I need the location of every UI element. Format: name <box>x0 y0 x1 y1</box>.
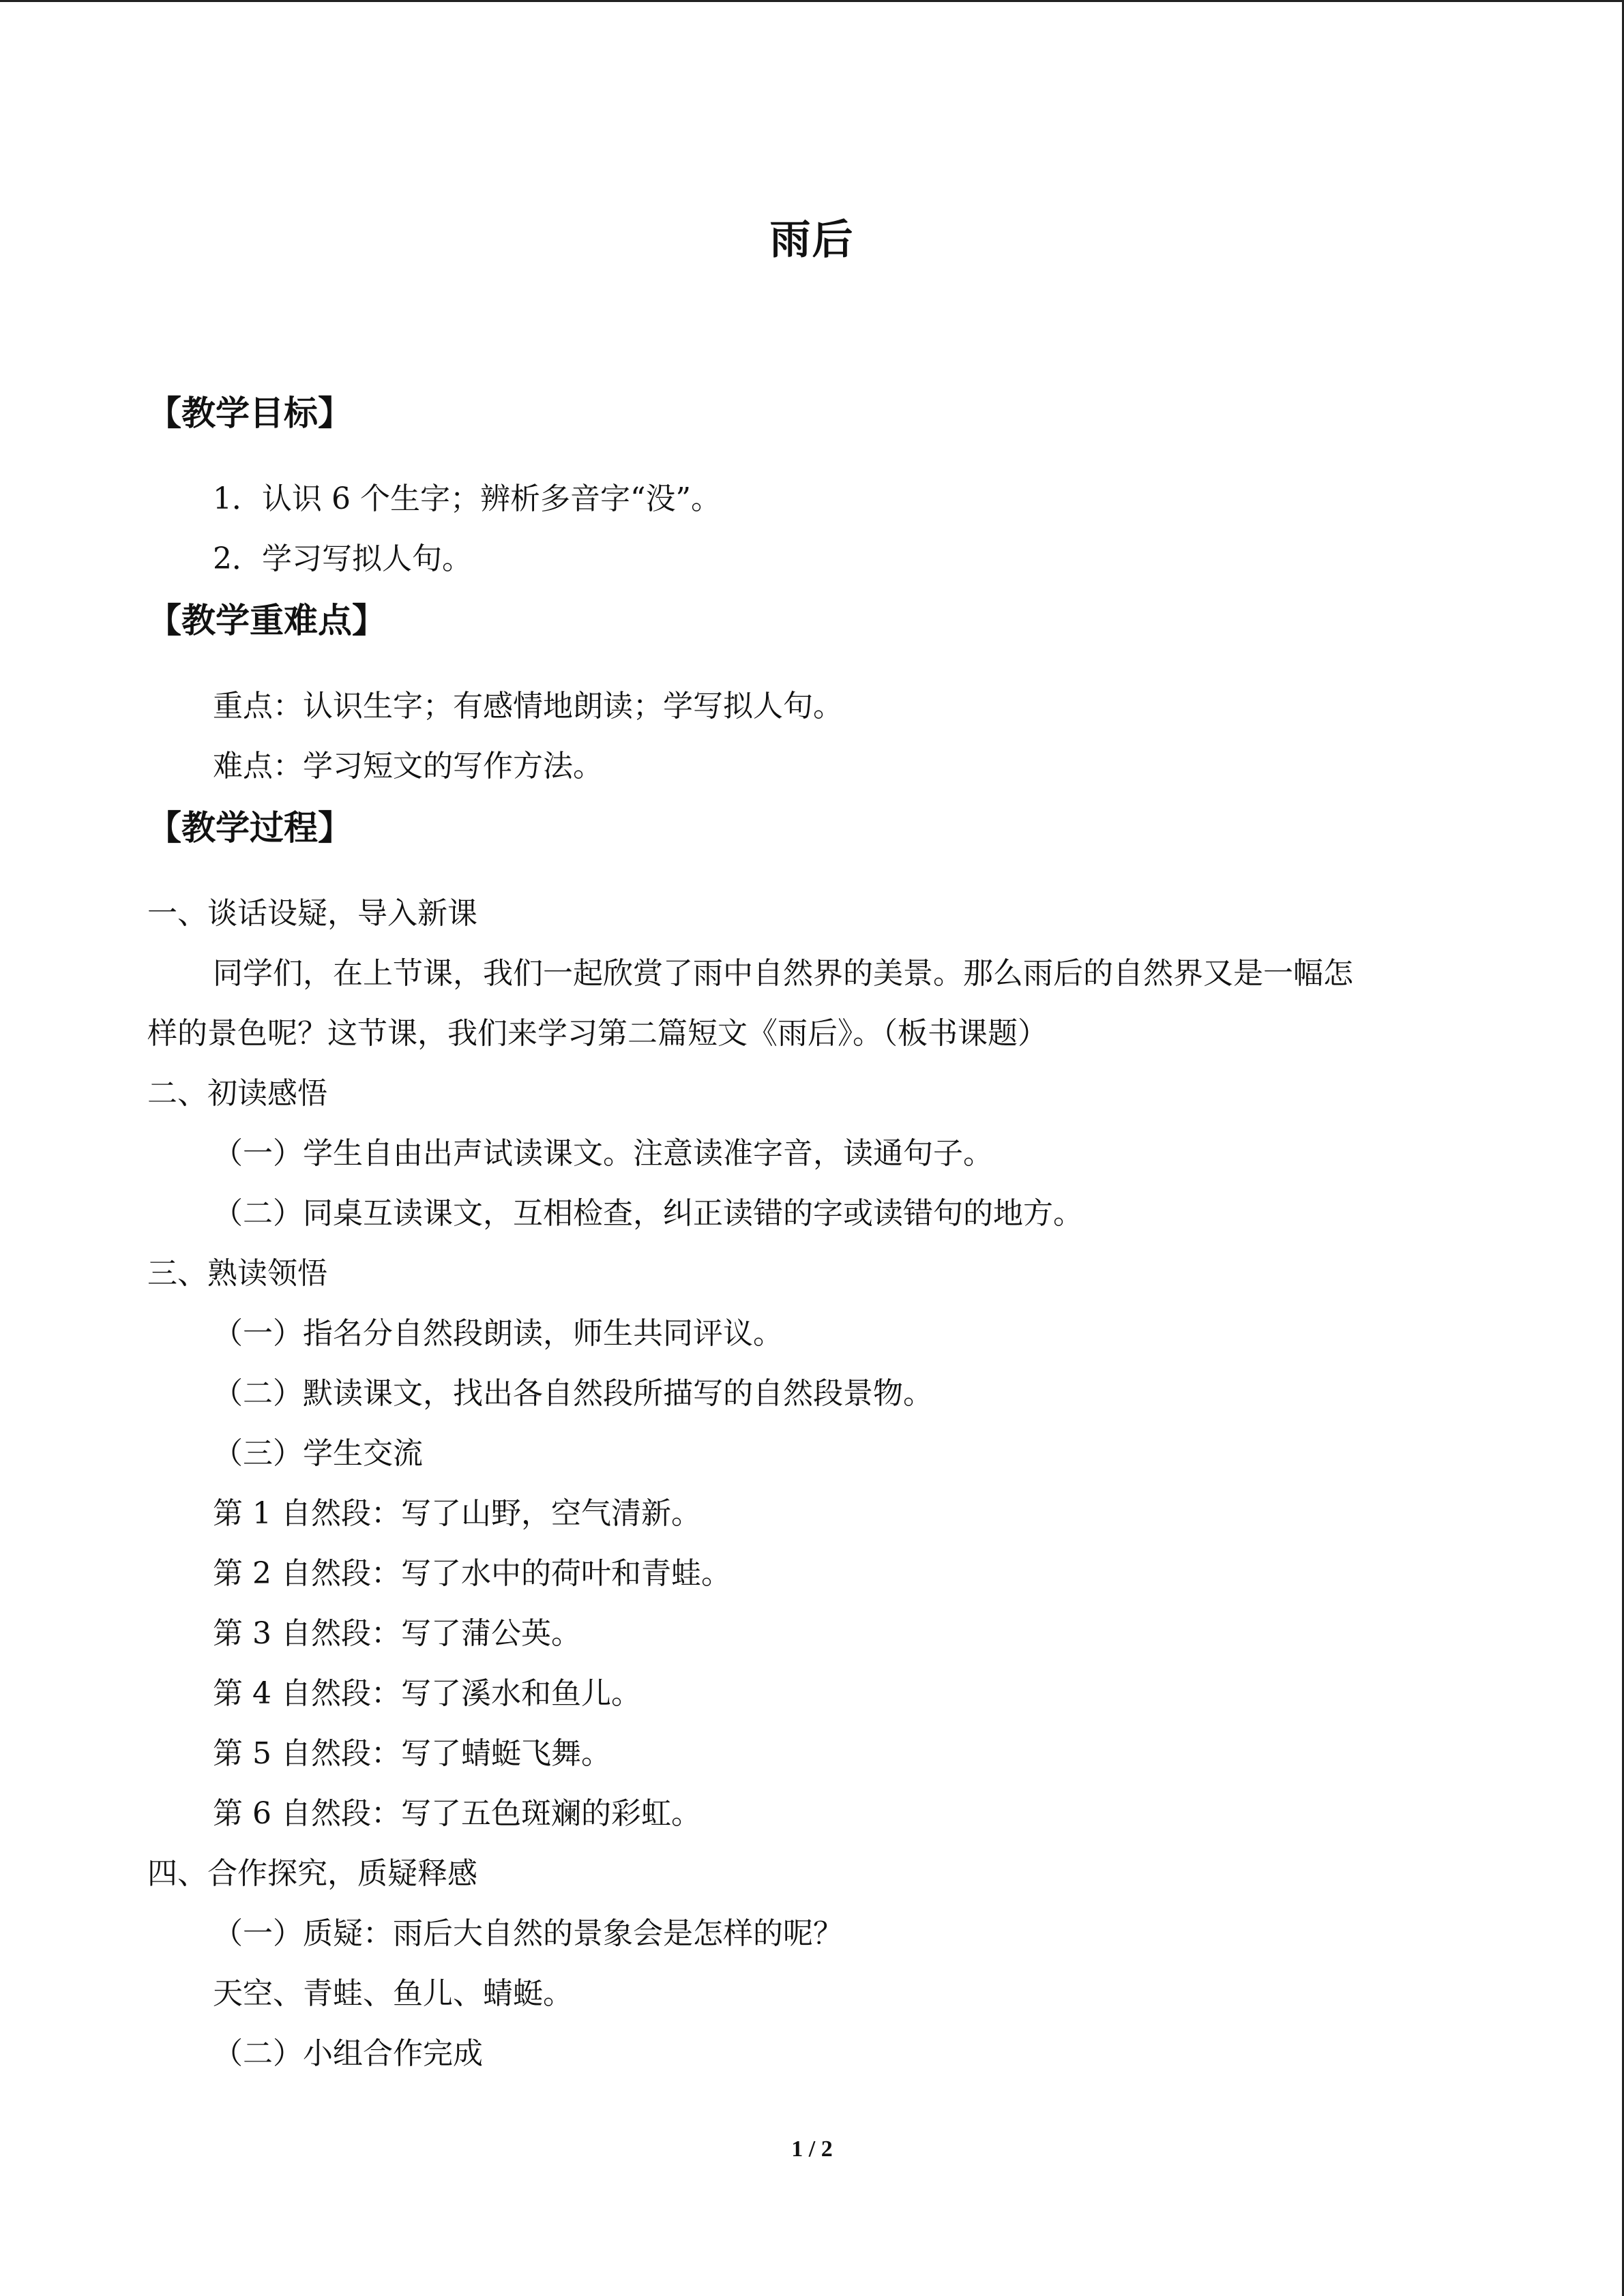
page-number: 1 / 2 <box>791 2136 833 2162</box>
paragraph-summary-item: 第 5 自然段：写了蜻蜓飞舞。 <box>213 1736 611 1771</box>
paragraph-summary-item: 第 6 自然段：写了五色斑斓的彩虹。 <box>213 1796 701 1831</box>
paragraph-summary-item: 第 2 自然段：写了水中的荷叶和青蛙。 <box>213 1556 731 1591</box>
paragraph-summary-item: 第 4 自然段：写了溪水和鱼儿。 <box>213 1676 641 1711</box>
process-substep: （二）同桌互读课文，互相检查，纠正读错的字或读错句的地方。 <box>213 1196 1083 1231</box>
objective-item: 2．学习写拟人句。 <box>213 541 472 576</box>
document-body <box>147 382 1457 2084</box>
page-top-border <box>0 0 1624 2</box>
section-heading-objectives: 【教学目标】 <box>147 393 352 433</box>
objective-item: 1．认识 6 个生字；辨析多音字“没”。 <box>213 481 721 516</box>
process-substep: （二）默读课文，找出各自然段所描写的自然段景物。 <box>213 1376 933 1411</box>
process-substep: （一）学生自由出声试读课文。注意读准字音，读通句子。 <box>213 1136 993 1171</box>
process-substep: （一）质疑：雨后大自然的景象会是怎样的呢？ <box>213 1916 843 1951</box>
document-title: 雨后 <box>769 216 855 264</box>
process-substep: （三）学生交流 <box>213 1436 423 1471</box>
process-substep: （二）小组合作完成 <box>213 2036 483 2071</box>
section-heading-key-points: 【教学重难点】 <box>147 601 386 640</box>
process-step-heading: 四、合作探究，质疑释感 <box>147 1856 477 1891</box>
process-step-heading: 三、熟读领悟 <box>147 1256 327 1291</box>
process-paragraph: 天空、青蛙、鱼儿、蜻蜓。 <box>213 1976 573 2011</box>
process-substep: （一）指名分自然段朗读，师生共同评议。 <box>213 1316 783 1351</box>
key-point-item: 重点：认识生字；有感情地朗读；学写拟人句。 <box>213 689 843 724</box>
process-step-heading: 一、谈话设疑，导入新课 <box>147 896 477 931</box>
process-paragraph-continuation: 样的景色呢？这节课，我们来学习第二篇短文《雨后》。（板书课题） <box>147 1016 1048 1051</box>
process-paragraph: 同学们，在上节课，我们一起欣赏了雨中自然界的美景。那么雨后的自然界又是一幅怎 <box>213 956 1353 991</box>
paragraph-summary-item: 第 3 自然段：写了蒲公英。 <box>213 1616 581 1651</box>
section-heading-process: 【教学过程】 <box>147 808 352 848</box>
process-step-heading: 二、初读感悟 <box>147 1076 327 1111</box>
key-point-item: 难点：学习短文的写作方法。 <box>213 749 603 784</box>
paragraph-summary-item: 第 1 自然段：写了山野，空气清新。 <box>213 1496 701 1531</box>
